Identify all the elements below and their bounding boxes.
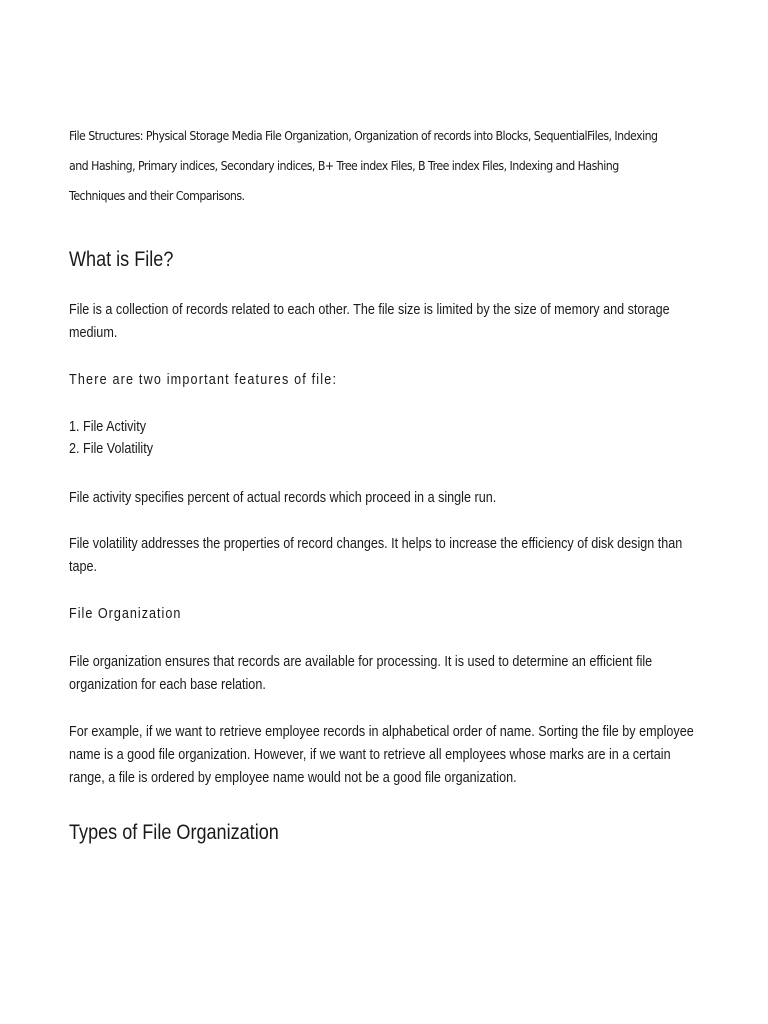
paragraph-file-volatility: File volatility addresses the properties of record changes. It helps to increase the efficiency of disk design than tape. xyxy=(69,535,683,575)
heading-what-is-file: What is File? xyxy=(69,248,174,271)
syllabus-text: File Structures: Physical Storage Media File Organization, Organization of records into Blocks, SequentialFiles, Indexing and Hashing, Primary indices, Secondary indices, B+ Tree index Files, B Tree index Files, Indexing and Hashing Techniques and their Comparisons. xyxy=(69,129,658,203)
heading-types-of-file-organization: Types of File Organization xyxy=(69,821,279,844)
list-item: 1. File Activity xyxy=(69,418,147,435)
paragraph-file-organization: File organization ensures that records are available for processing. It is used to determine an efficient file organization for each base relation. xyxy=(69,653,653,693)
paragraph-file-definition: File is a collection of records related to each other. The file size is limited by the size of memory and storage medium. xyxy=(69,301,670,341)
paragraph-features-intro: There are two important features of file: xyxy=(69,371,338,388)
paragraph-example: For example, if we want to retrieve employee records in alphabetical order of name. Sorting the file by employee name is a good file organization. However, if we want to retrieve all employees whose marks are in a certain range, a file is ordered by employee name would not be a good file organization. xyxy=(69,723,694,786)
paragraph-file-activity: File activity specifies percent of actual records which proceed in a single run. xyxy=(69,489,497,506)
features-list xyxy=(69,416,153,460)
list-item: 2. File Volatility xyxy=(69,440,154,457)
subheading-file-organization: File Organization xyxy=(69,605,182,622)
